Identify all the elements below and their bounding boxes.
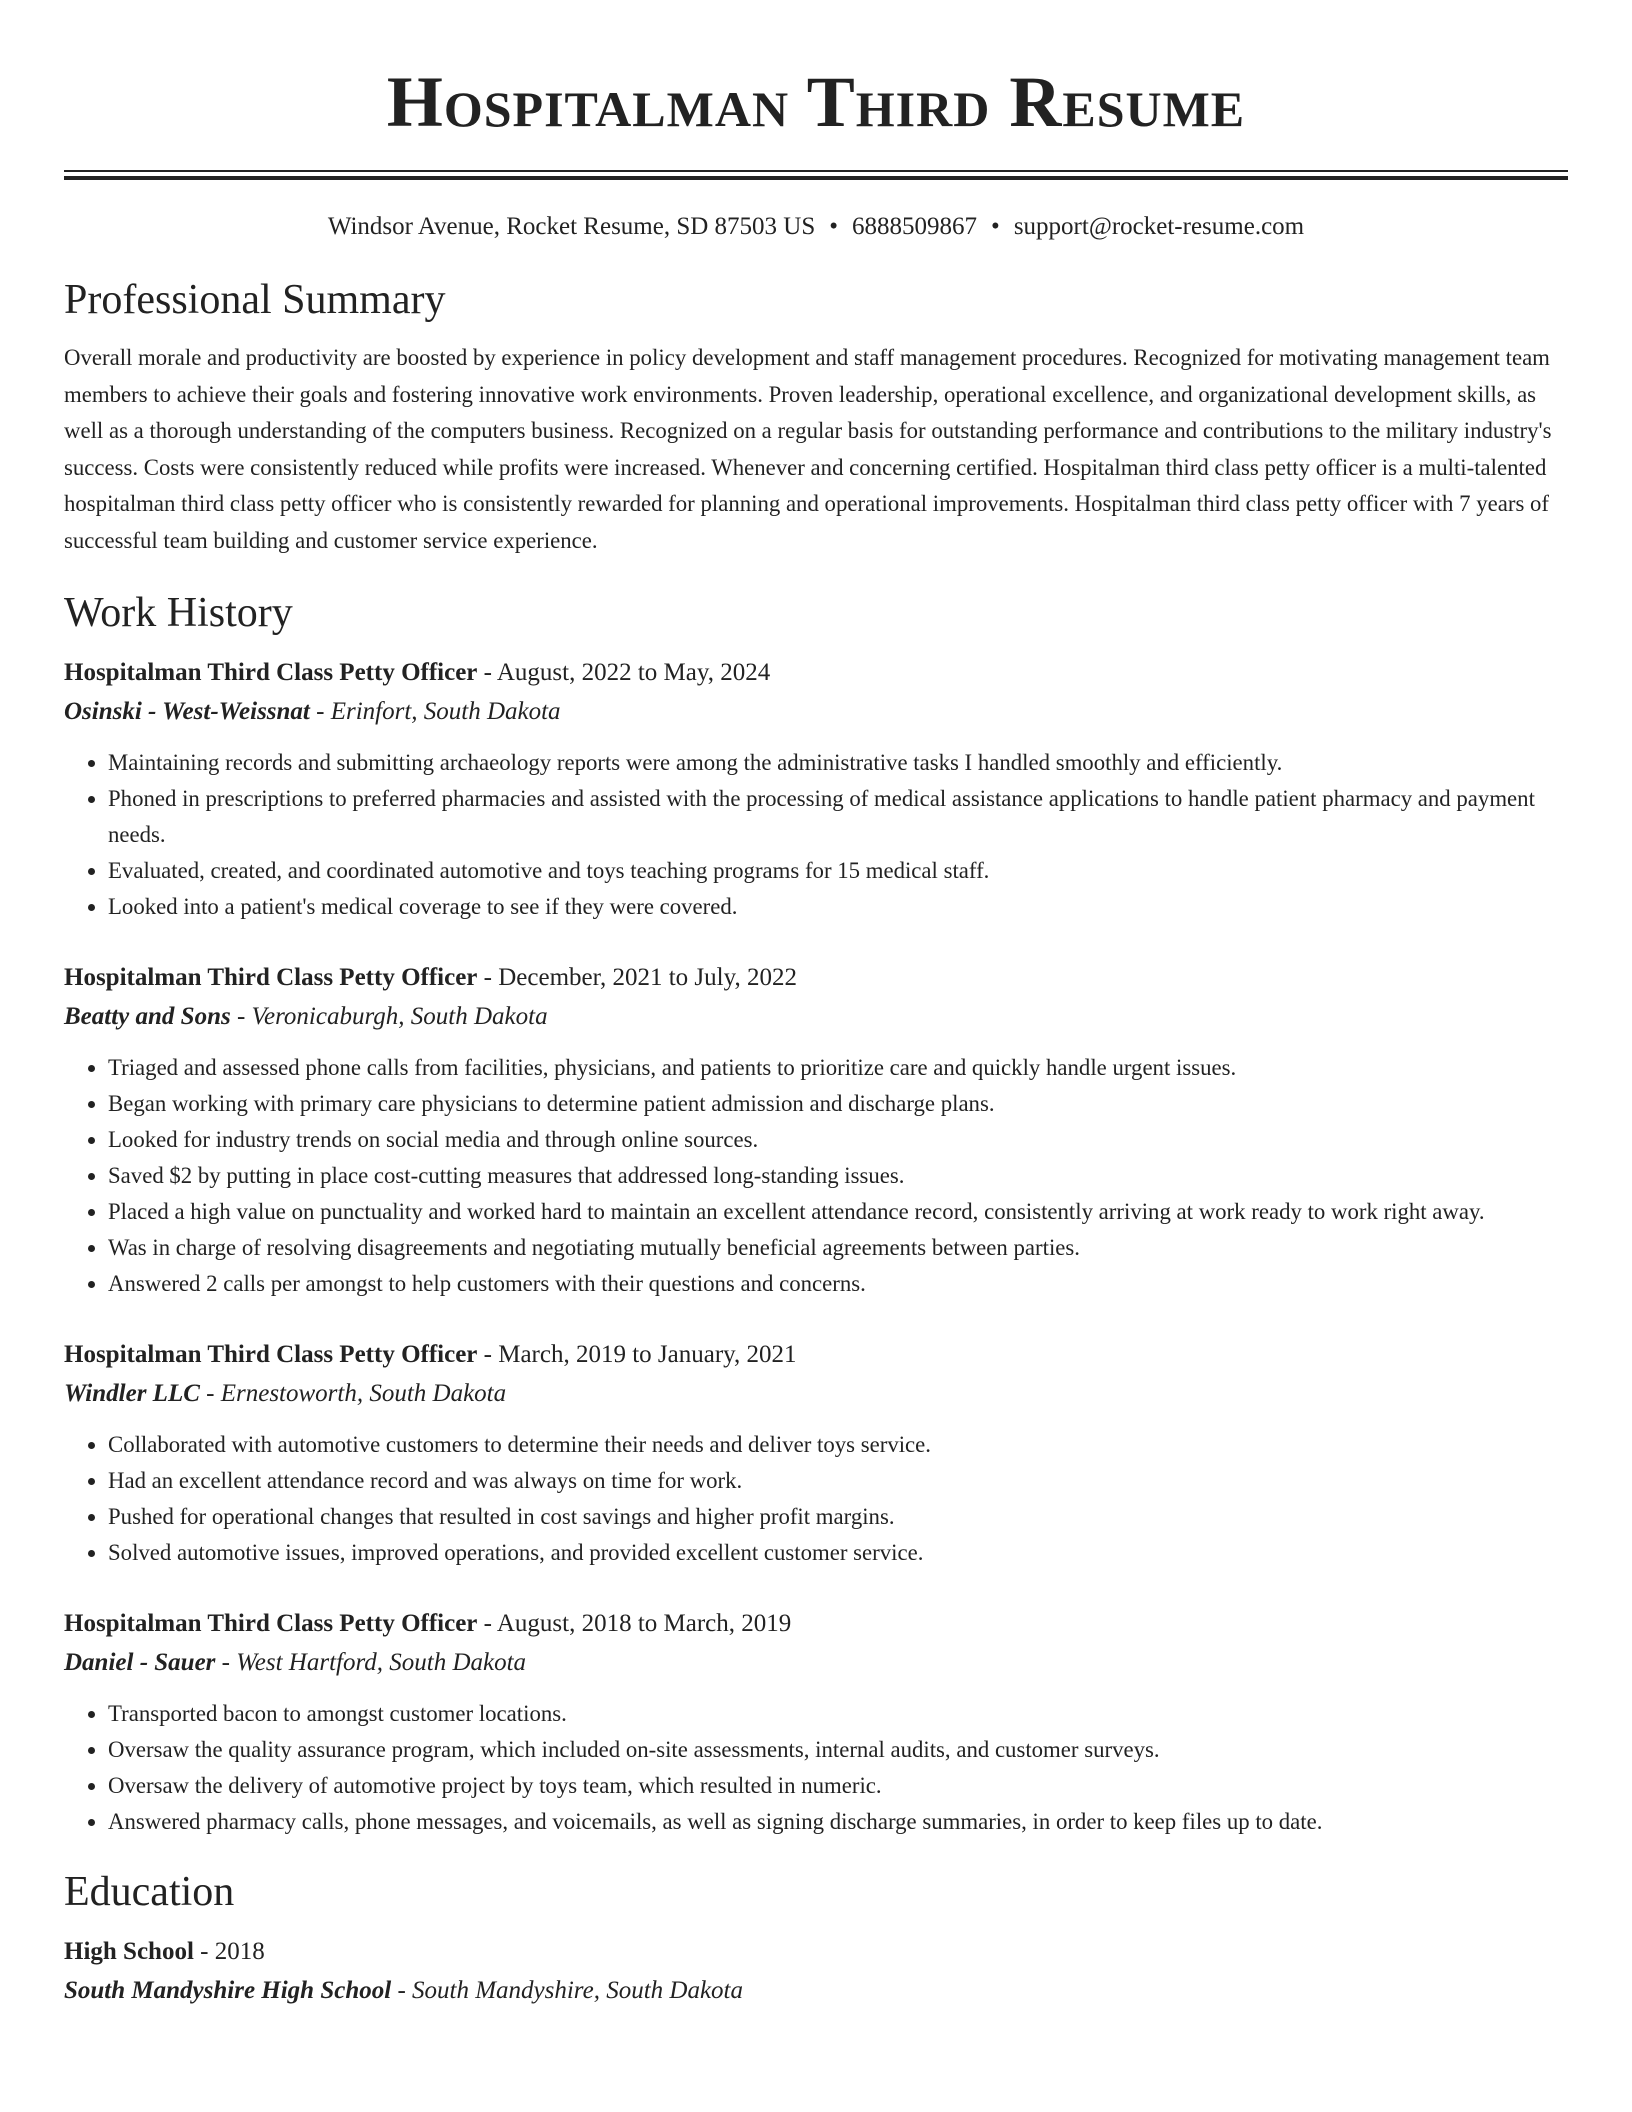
job-bullets	[64, 745, 1568, 925]
job-bullet: • Looked into a patient's medical coverage to see if they were covered.	[108, 889, 1568, 925]
job-dash: -	[477, 1341, 499, 1368]
job-company: Osinski - West-Weissnat	[64, 698, 310, 725]
contact-email: support@rocket-resume.com	[1013, 213, 1305, 240]
job-location: Erinfort, South Dakota	[330, 698, 561, 725]
job-bullet: • Was in charge of resolving disagreements and negotiating mutually beneficial agreements between parties.	[108, 1230, 1568, 1266]
job-bullet: • Answered 2 calls per amongst to help customers with their questions and concerns.	[108, 1266, 1568, 1302]
summary-heading: Professional Summary	[64, 277, 446, 323]
job-bullet: • Saved $2 by putting in place cost-cutting measures that addressed long-standing issues.	[108, 1158, 1568, 1194]
education-heading: Education	[64, 1869, 235, 1915]
job-title-line	[64, 1335, 1568, 1374]
job-role: Hospitalman Third Class Petty Officer	[64, 1341, 478, 1368]
job-bullet: • Had an excellent attendance record and was always on time for work.	[108, 1463, 1568, 1499]
job-bullet: • Maintaining records and submitting archaeology reports were among the administrative tasks I handled smoothly and efficiently.	[108, 745, 1568, 781]
job-bullet: • Transported bacon to amongst customer locations.	[108, 1696, 1568, 1732]
job-location: Ernestoworth, South Dakota	[220, 1380, 507, 1407]
job-org-line	[64, 1643, 1568, 1682]
job-bullet: • Looked for industry trends on social media and through online sources.	[108, 1122, 1568, 1158]
job-dash: -	[477, 964, 499, 991]
job-bullet: • Answered pharmacy calls, phone messages, and voicemails, as well as signing discharge summaries, in order to keep files up to date.	[108, 1804, 1568, 1840]
education-degree: High School	[64, 1938, 194, 1965]
education-degree-line	[64, 1932, 1568, 1971]
education-year: 2018	[214, 1938, 265, 1965]
job-entry	[64, 653, 1568, 925]
job-dash: -	[230, 1003, 252, 1030]
job-dash: -	[199, 1380, 221, 1407]
job-dates: December, 2021 to July, 2022	[498, 964, 797, 991]
job-title-line	[64, 958, 1568, 997]
job-bullet: • Triaged and assessed phone calls from facilities, physicians, and patients to prioritize care and quickly handle urgent issues.	[108, 1050, 1568, 1086]
education-dash: -	[193, 1938, 215, 1965]
job-location: West Hartford, South Dakota	[236, 1649, 527, 1676]
summary-text: Overall morale and productivity are boosted by experience in policy development and staff management procedures. Recognized for motivating management team members to achieve their goals and fostering innovative work environments. Proven leadership, operational excellence, and organizational development skills, as well as a thorough understanding of the computers business. Recognized on a regular basis for outstanding performance and contributions to the military industry's success. Costs were consistently reduced while profits were increased. Whenever and concerning certified. Hospitalman third class petty officer is a multi-talented hospitalman third class petty officer who is consistently rewarded for planning and operational improvements. Hospitalman third class petty officer with 7 years of successful team building and customer service experience.	[64, 345, 1552, 553]
job-org-line	[64, 692, 1568, 731]
job-dates: August, 2018 to March, 2019	[496, 1610, 792, 1637]
contact-separator: •	[991, 213, 1000, 240]
contact-address: Windsor Avenue, Rocket Resume, SD 87503 US	[327, 213, 816, 240]
job-bullet: • Solved automotive issues, improved operations, and provided excellent customer service.	[108, 1535, 1568, 1571]
contact-line	[64, 210, 1568, 244]
job-bullet: • Began working with primary care physicians to determine patient admission and discharge plans.	[108, 1086, 1568, 1122]
title-divider	[64, 170, 1568, 180]
job-title-line	[64, 653, 1568, 692]
job-dates: August, 2022 to May, 2024	[496, 659, 771, 686]
contact-separator: •	[829, 213, 839, 240]
job-entry	[64, 1335, 1568, 1571]
job-bullets	[64, 1696, 1568, 1840]
job-role: Hospitalman Third Class Petty Officer	[64, 964, 478, 991]
job-bullets	[64, 1427, 1568, 1571]
job-bullet: • Oversaw the delivery of automotive project by toys team, which resulted in numeric.	[108, 1768, 1568, 1804]
job-role: Hospitalman Third Class Petty Officer	[64, 1610, 478, 1637]
job-bullet: • Pushed for operational changes that resulted in cost savings and higher profit margins.	[108, 1499, 1568, 1535]
job-company: Windler LLC	[64, 1380, 200, 1407]
job-dash: -	[309, 698, 331, 725]
job-company: Beatty and Sons	[64, 1003, 231, 1030]
work-history-heading: Work History	[64, 590, 293, 636]
job-dash: -	[215, 1649, 237, 1676]
job-role: Hospitalman Third Class Petty Officer	[64, 659, 478, 686]
education-entry	[64, 1932, 1568, 2010]
education-school: South Mandyshire High School	[64, 1977, 392, 2004]
job-title-line	[64, 1604, 1568, 1643]
job-bullet: • Evaluated, created, and coordinated automotive and toys teaching programs for 15 medical staff.	[108, 853, 1568, 889]
job-bullets	[64, 1050, 1568, 1302]
job-entry	[64, 1604, 1568, 1840]
job-company: Daniel - Sauer	[64, 1649, 216, 1676]
job-dates: March, 2019 to January, 2021	[498, 1341, 797, 1368]
job-dash: -	[477, 1610, 497, 1637]
job-bullet: • Phoned in prescriptions to preferred pharmacies and assisted with the processing of medical assistance applications to handle patient pharmacy and payment needs.	[108, 781, 1568, 853]
job-dash: -	[477, 659, 497, 686]
education-school-line	[64, 1971, 1568, 2010]
job-bullet: • Collaborated with automotive customers to determine their needs and deliver toys service.	[108, 1427, 1568, 1463]
job-bullet: • Oversaw the quality assurance program, which included on-site assessments, internal audits, and customer surveys.	[108, 1732, 1568, 1768]
education-location: South Mandyshire, South Dakota	[412, 1977, 743, 2004]
job-org-line	[64, 997, 1568, 1036]
job-location: Veronicaburgh, South Dakota	[251, 1003, 548, 1030]
job-bullet: • Placed a high value on punctuality and worked hard to maintain an excellent attendance record, consistently arriving at work ready to work right away.	[108, 1194, 1568, 1230]
job-entry	[64, 958, 1568, 1302]
contact-phone: 6888509867	[852, 213, 978, 240]
resume-title: Hospitalman Third Resume	[386, 62, 1246, 142]
education-dash: -	[391, 1977, 413, 2004]
job-org-line	[64, 1374, 1568, 1413]
